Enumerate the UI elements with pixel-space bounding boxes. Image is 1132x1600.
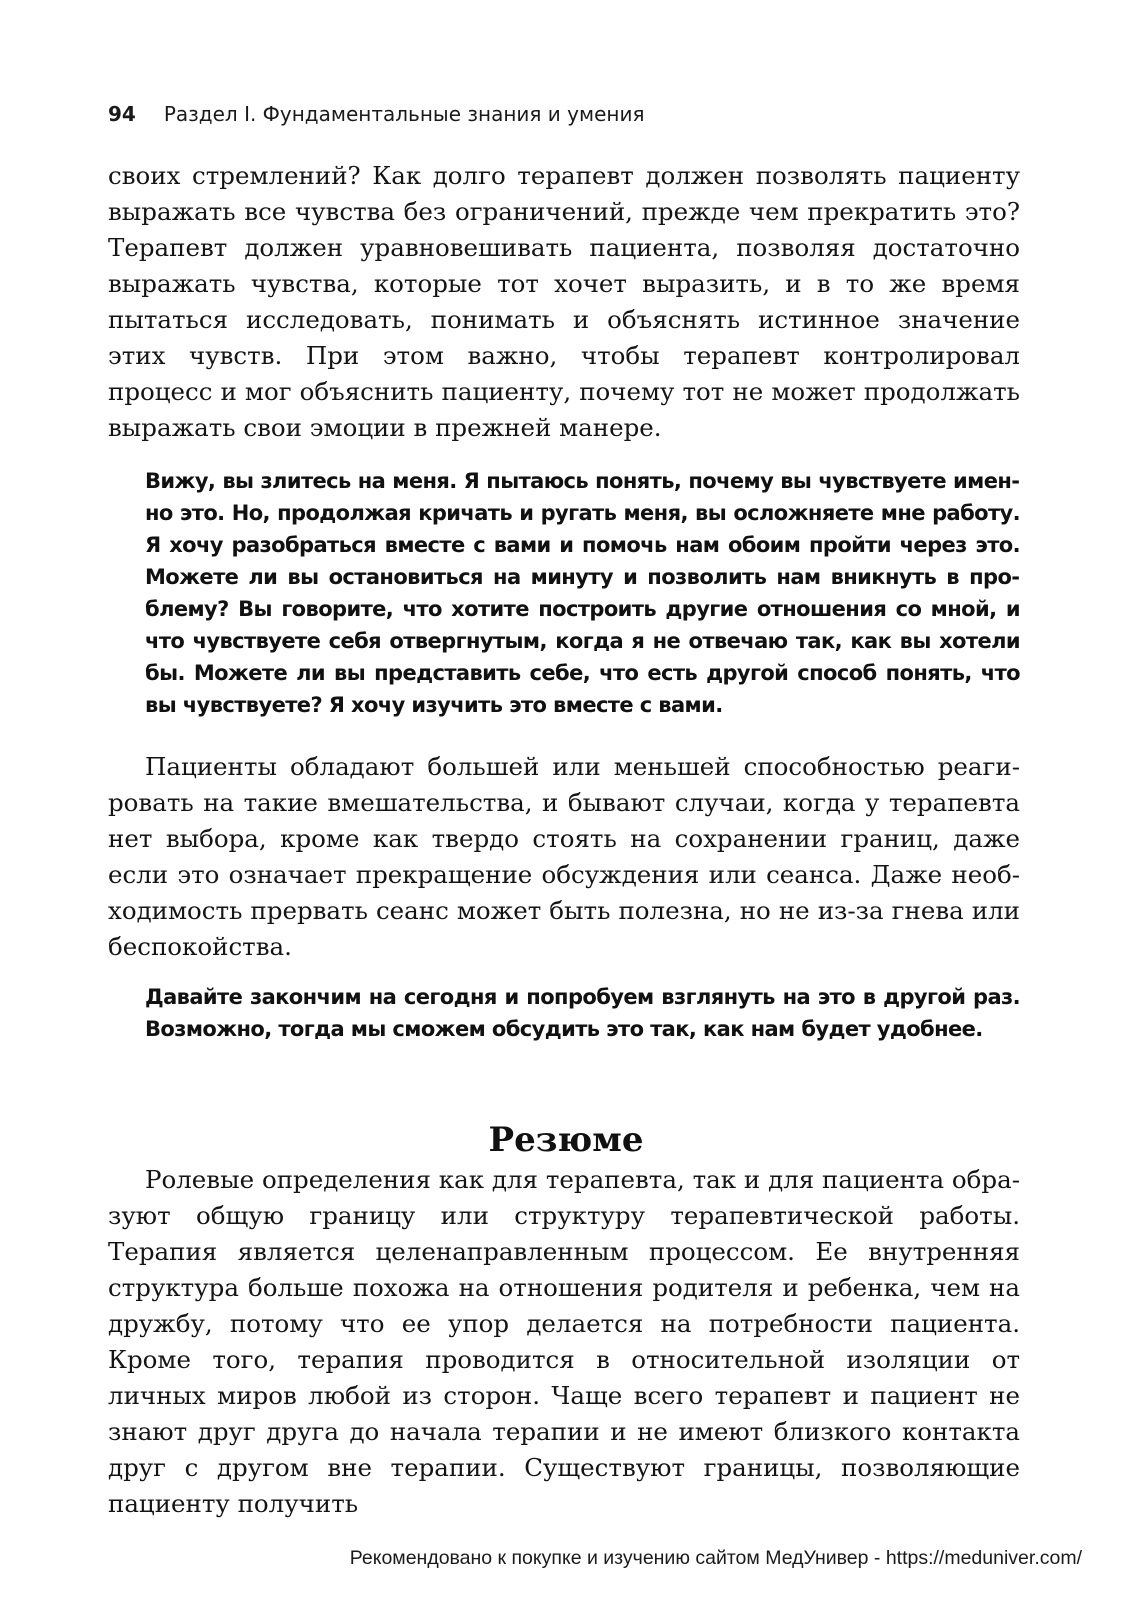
paragraph-interventions: Пациенты обладают большей или меньшей способностью реагировать на такие вмешательства, и бывают случаи, когда у терапевта нет выбора, кроме как твердо стоять на сохранении границ, даже если это означает прекращение обсуждения или сеанса. Даже необходимость прервать сеанс может быть полезна, но не из-за гнева или беспокойства. (108, 752, 1020, 961)
page-number: 94 (108, 102, 136, 126)
example-quote-2: Давайте закончим на сегодня и попробуем взглянуть на это в другой раз. Возможно, тогда мы сможем обсудить это так, как нам будет удобнее. (145, 985, 1020, 1041)
section-title: Раздел I. Фундаментальные знания и умения (163, 102, 645, 126)
paragraph-continuation: своих стремлений? Как долго терапевт должен позволять пациенту выражать все чувства без ограничений, прежде чем прекратить это? Терапевт должен уравновешивать пациента, позволяя достаточно выражать чувства, которые тот хочет выразить, и в то же время пытаться исследовать, понимать и объяснять истинное значение этих чувств. При этом важно, чтобы терапевт контролировал процесс и мог объяснить пациенту, почему тот не может продолжать выражать свои эмоции в прежней манере. (108, 161, 1020, 442)
footer-watermark: Рекомендовано к покупке и изучению сайтом МедУнивер - https://meduniver.com/ (349, 1547, 1082, 1569)
example-quote-1: Вижу, вы злитесь на меня. Я пытаюсь понять, почему вы чувствуете именно это. Но, продолжая кричать и ругать меня, вы осложняете мне работу. Я хочу разобраться вместе с вами и помочь нам обоим пройти через это. Можете ли вы остановиться на минуту и позволить нам вникнуть в проблему? Вы говорите, что хотите построить другие отношения со мной, и что чувствуете себя отвергнутым, когда я не отвечаю так, как вы хотели бы. Можете ли вы представить себе, что есть другой способ понять, что вы чувствуете? Я хочу изучить это вместе с вами. (145, 469, 1020, 717)
running-header (108, 102, 645, 126)
section-heading: Резюме (488, 1120, 644, 1160)
paragraph-summary: Ролевые определения как для терапевта, так и для пациента образуют общую границу или структуру терапевтической работы. Терапия является целенаправленным процессом. Ее внутренняя структура больше похожа на отношения родителя и ребенка, чем на дружбу, потому что ее упор делается на потребности пациента. Кроме того, терапия проводится в относительной изоляции от личных миров любой из сторон. Чаще всего терапевт и пациент не знают друг друга до начала терапии и не имеют близкого контакта друг с другом вне терапии. Существуют границы, позволяющие пациенту получить (108, 1165, 1020, 1518)
